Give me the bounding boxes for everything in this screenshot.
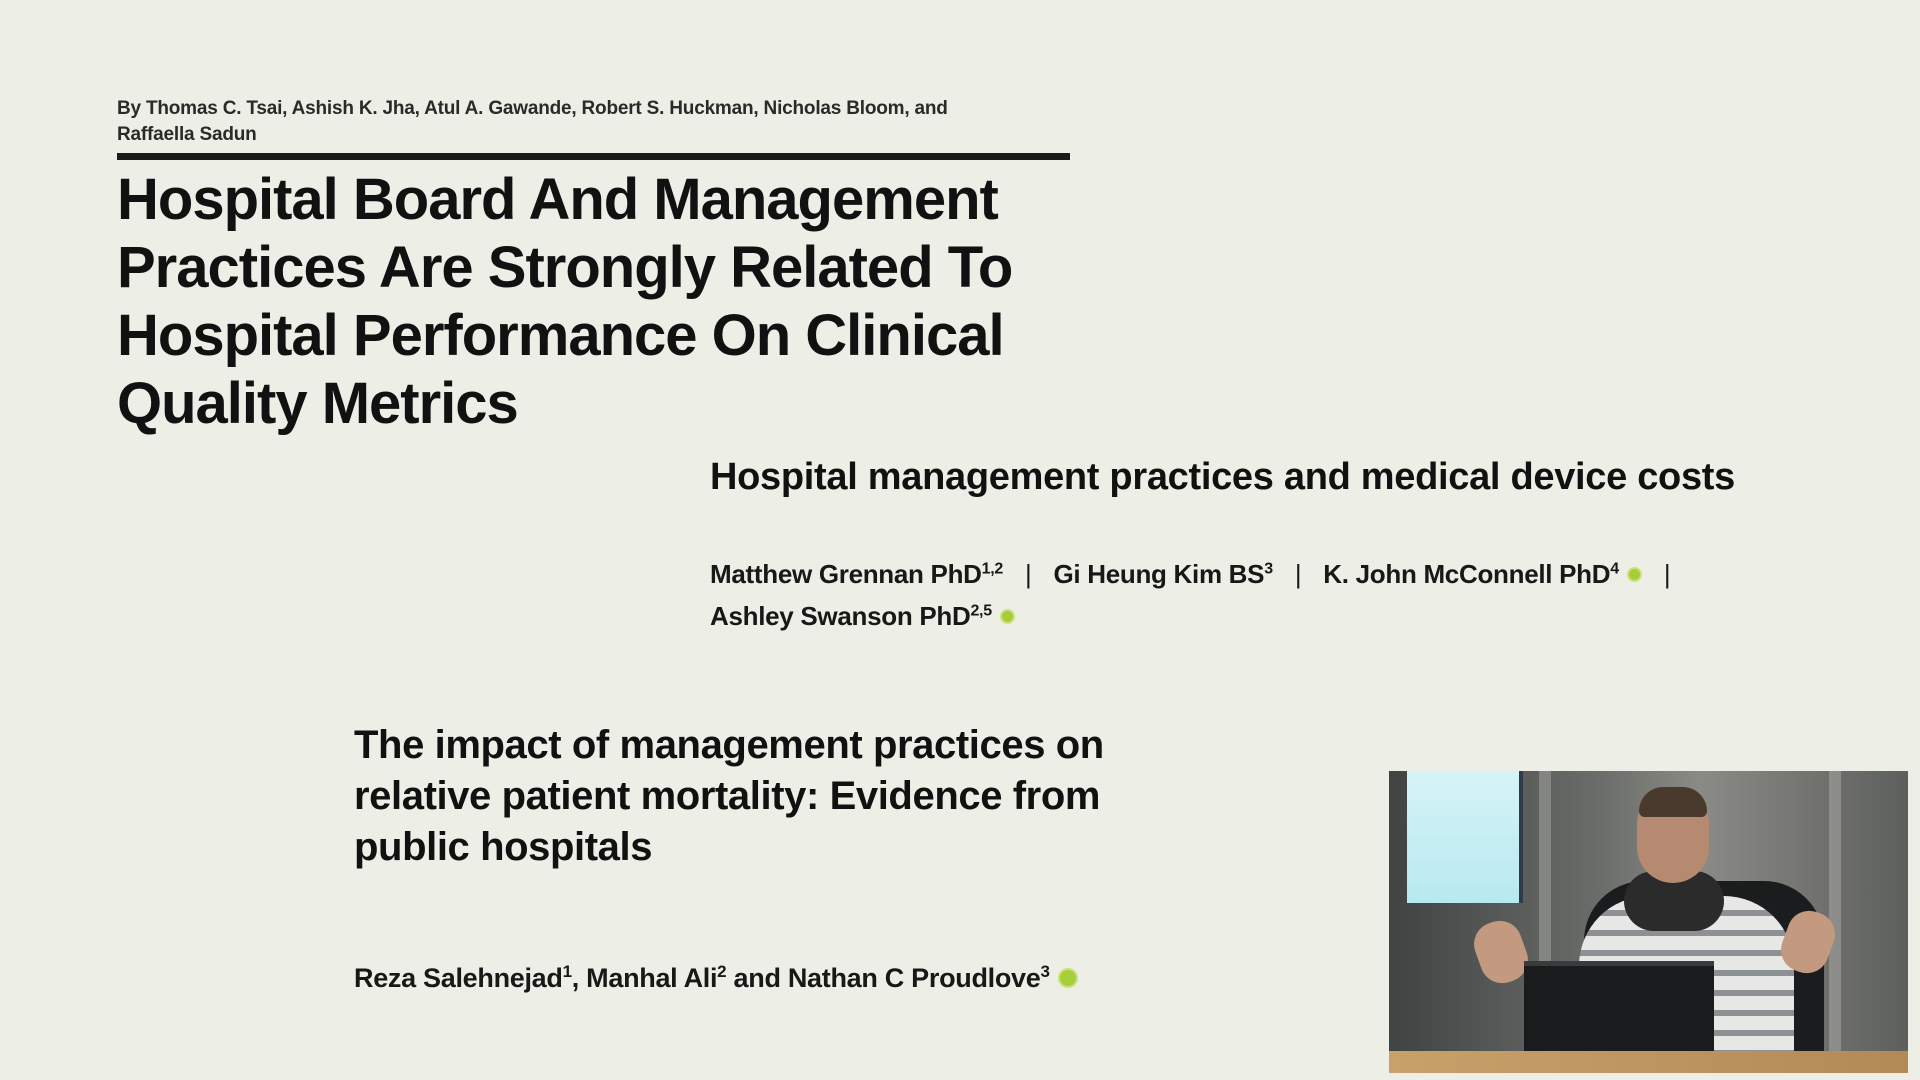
paper2-authors	[710, 553, 1880, 637]
author-line	[710, 553, 1880, 595]
title-line: relative patient mortality: Evidence from	[354, 774, 1101, 818]
author-name: Ashley Swanson PhD	[710, 601, 971, 631]
affiliation-sup: 4	[1610, 560, 1619, 578]
title-line: Practices Are Strongly Related To	[117, 235, 1013, 300]
paper1-byline	[117, 96, 957, 148]
author-joiner: and	[726, 963, 788, 993]
byline-line: By Thomas C. Tsai, Ashish K. Jha, Atul A. Gawande, Robert S. Huckman, Nicholas Bloom, and	[117, 98, 948, 119]
paper3-authors	[354, 958, 1254, 998]
title-line: The impact of management practices on	[354, 723, 1104, 767]
author-name: Gi Heung Kim BS	[1053, 559, 1265, 589]
title-line: Hospital Performance On Clinical	[117, 303, 1004, 368]
byline-line: Raffaella Sadun	[117, 124, 257, 145]
speaker-hair	[1639, 787, 1707, 817]
speaker-video-feed[interactable]	[1389, 771, 1908, 1073]
desk	[1389, 1051, 1908, 1073]
paper2-title: Hospital management practices and medical device costs	[710, 456, 1735, 498]
paper1-title	[117, 166, 1077, 438]
author-joiner: ,	[571, 963, 587, 993]
affiliation-sup: 3	[1040, 962, 1050, 981]
author-separator: |	[1663, 559, 1671, 589]
orcid-icon	[1627, 567, 1642, 582]
affiliation-sup: 1	[562, 962, 572, 981]
author-line	[710, 595, 1880, 637]
author-separator: |	[1294, 559, 1302, 589]
author-separator: |	[1025, 559, 1032, 589]
paper3-title	[354, 720, 1284, 873]
affiliation-sup: 3	[1264, 560, 1273, 578]
affiliation-sup: 2	[717, 962, 727, 981]
affiliation-sup: 1,2	[981, 560, 1003, 578]
author-name: K. John McConnell PhD	[1323, 559, 1611, 589]
title-line: Hospital Board And Management	[117, 167, 998, 232]
orcid-icon	[1000, 609, 1015, 624]
author-name: Reza Salehnejad	[354, 963, 563, 993]
affiliation-sup: 2,5	[970, 602, 992, 620]
title-rule	[117, 153, 1070, 160]
title-line: Quality Metrics	[117, 371, 518, 436]
title-line: public hospitals	[354, 825, 653, 869]
projector-screen	[1407, 771, 1523, 903]
author-name: Manhal Ali	[586, 963, 718, 993]
author-name: Nathan C Proudlove	[787, 963, 1041, 993]
orcid-icon	[1058, 968, 1078, 988]
author-name: Matthew Grennan PhD	[710, 559, 982, 589]
